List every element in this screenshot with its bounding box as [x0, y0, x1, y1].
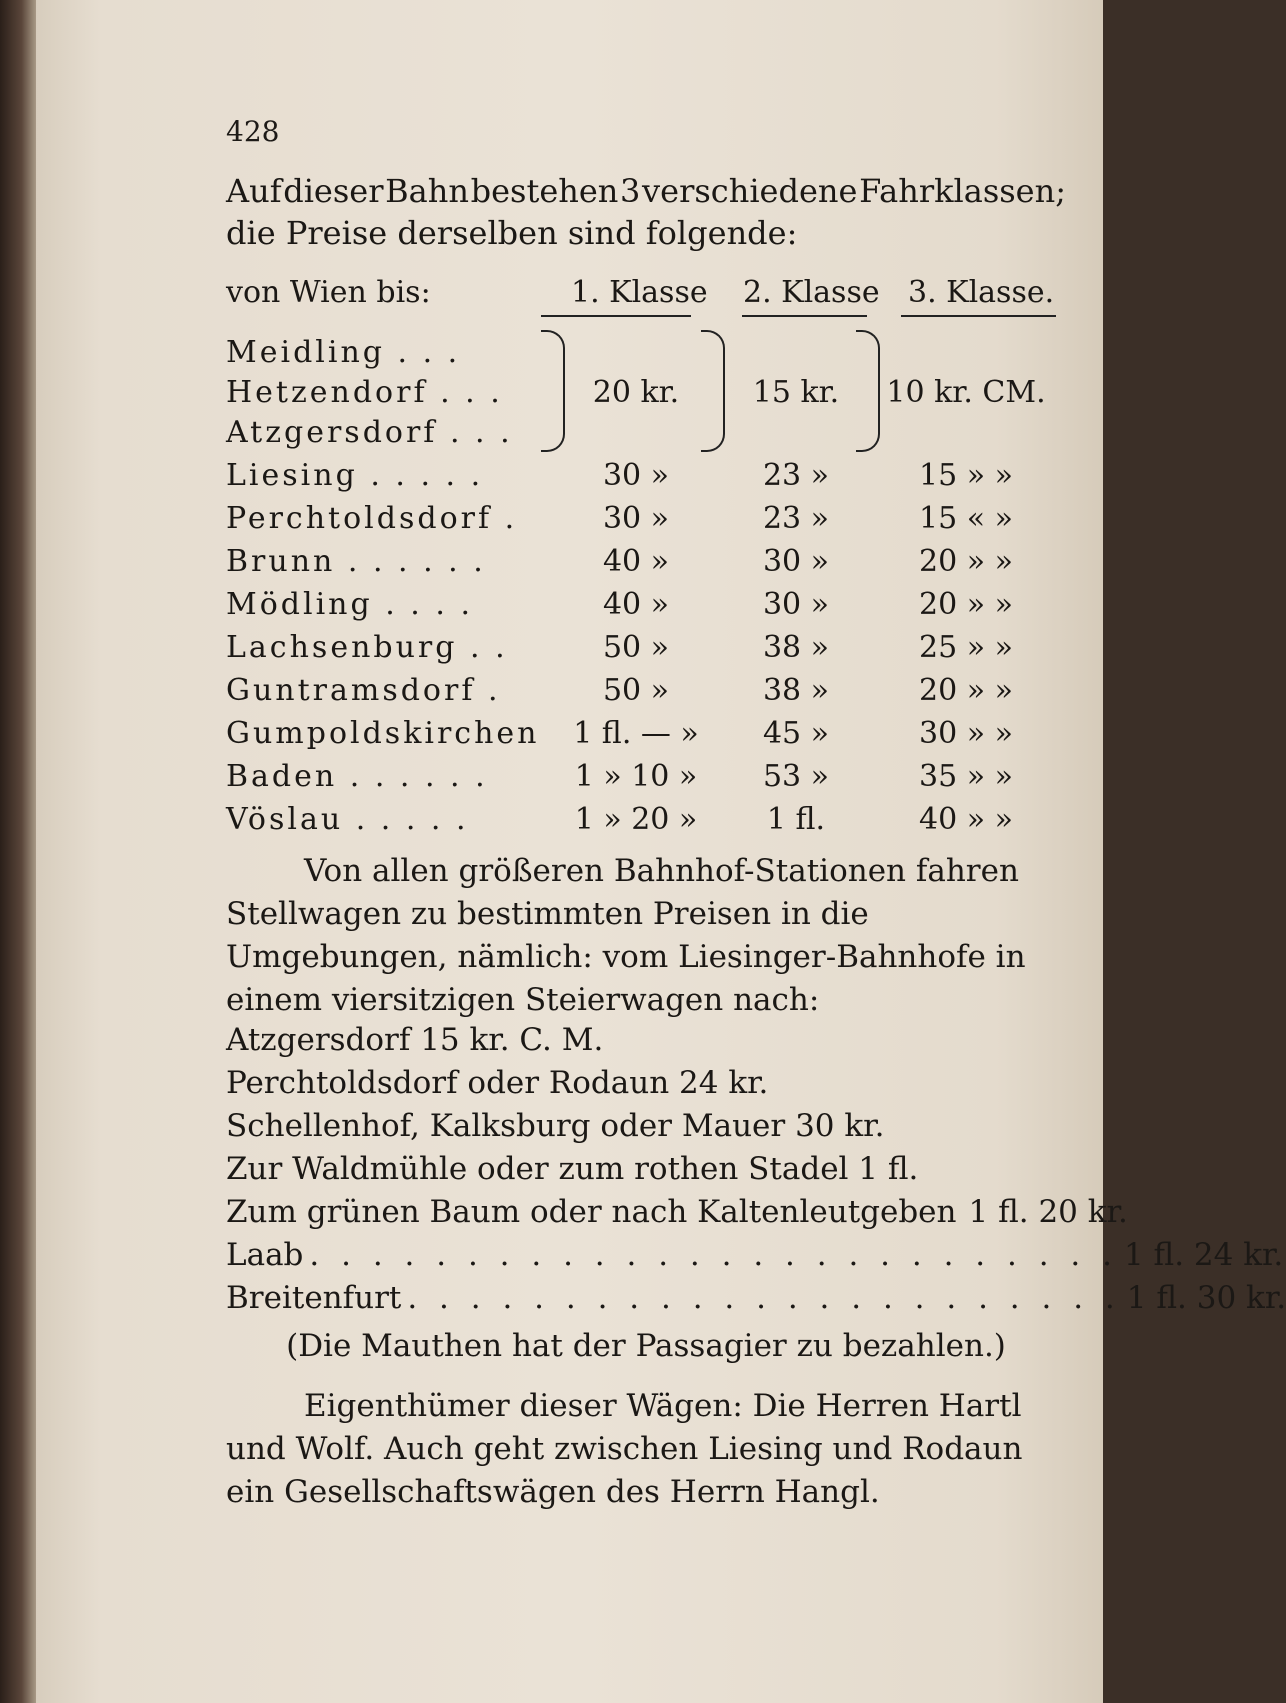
intro-word: Bahn	[385, 172, 469, 210]
price-class-1: 1 » 10 »	[574, 759, 698, 794]
price-class-3: 15 » »	[919, 458, 1013, 493]
price-class-3: 40 » »	[919, 802, 1013, 837]
station-name: Perchtoldsdorf .	[226, 501, 518, 536]
header-class-1: 1. Klasse	[571, 275, 708, 310]
fare-destination: Laab	[226, 1237, 304, 1273]
price-class-1: 40 »	[602, 587, 670, 622]
fare-line-priced	[226, 1194, 1128, 1230]
fare-price: 1 fl. 20 kr.	[968, 1194, 1128, 1230]
station-name: Lachsenburg . .	[226, 630, 508, 665]
price-class-3: 20 » »	[919, 544, 1013, 579]
fare-line-priced	[226, 1237, 1284, 1273]
intro-word: dieser	[283, 172, 384, 210]
fare-price: 1 fl. 24 kr.	[1123, 1237, 1284, 1273]
price-class-3: 30 » »	[919, 716, 1013, 751]
intro-line-2: die Preise derselben sind folgende:	[226, 214, 798, 252]
leader-dots	[957, 1194, 969, 1230]
price-class-1: 30 »	[602, 501, 670, 536]
table-row	[226, 759, 1066, 801]
table-row	[226, 630, 1066, 672]
price-class-2: 23 »	[762, 458, 830, 493]
leader-dots: . . . . . . . . . . . . . . . . . . . . . . . . . .	[309, 1237, 1118, 1273]
station-name: Liesing . . . . .	[226, 458, 484, 493]
station-name: Hetzendorf . . .	[226, 375, 503, 410]
price-class-1: 30 »	[602, 458, 670, 493]
table-row	[226, 335, 1066, 377]
station-name: Baden . . . . . .	[226, 759, 488, 794]
price-class-2: 38 »	[762, 673, 830, 708]
price-class-2: 45 »	[762, 716, 830, 751]
price-class-1: 50 »	[602, 673, 670, 708]
station-name: Vöslau . . . . .	[226, 802, 469, 837]
fare-destination: Zum grünen Baum oder nach Kaltenleutgeben	[226, 1194, 957, 1230]
fare-line: Schellenhof, Kalksburg oder Mauer 30 kr.	[226, 1108, 885, 1144]
grouping-brace	[541, 330, 565, 452]
leader-dots: . . . . . . . . . . . . . . . . . . . . . . .	[407, 1280, 1121, 1316]
price-class-3: 10 kr. CM.	[886, 375, 1046, 410]
price-class-1: 1 fl. — »	[573, 716, 699, 751]
price-class-3: 35 » »	[919, 759, 1013, 794]
table-row	[226, 415, 1066, 457]
price-class-1: 20 kr.	[592, 375, 680, 410]
price-class-2: 53 »	[762, 759, 830, 794]
price-class-2: 1 fl.	[766, 802, 826, 837]
price-class-2: 15 kr.	[752, 375, 840, 410]
table-row	[226, 375, 1066, 417]
table-row	[226, 587, 1066, 629]
station-name: Meidling . . .	[226, 335, 461, 370]
table-row	[226, 458, 1066, 500]
header-underline	[742, 315, 867, 317]
price-class-1: 1 » 20 »	[574, 802, 698, 837]
fare-price: 1 fl. 30 kr.	[1126, 1280, 1286, 1316]
book-page	[36, 0, 1286, 1703]
fare-destination: Breitenfurt	[226, 1280, 402, 1316]
header-underline	[541, 315, 691, 317]
table-row	[226, 716, 1066, 758]
page-number: 428	[226, 115, 280, 148]
header-class-3: 3. Klasse.	[908, 275, 1055, 310]
table-row	[226, 544, 1066, 586]
fare-line-priced	[226, 1280, 1286, 1316]
price-class-2: 38 »	[762, 630, 830, 665]
price-class-3: 15 « »	[919, 501, 1013, 536]
price-class-3: 20 » »	[919, 673, 1013, 708]
price-class-3: 20 » »	[919, 587, 1013, 622]
header-class-2: 2. Klasse	[743, 275, 880, 310]
intro-word: 3	[620, 172, 641, 210]
intro-word: verschiedene	[642, 172, 858, 210]
price-class-2: 30 »	[762, 544, 830, 579]
price-class-2: 30 »	[762, 587, 830, 622]
price-class-3: 25 » »	[919, 630, 1013, 665]
station-name: Gumpoldskirchen	[226, 716, 540, 751]
fare-line: Zur Waldmühle oder zum rothen Stadel 1 fl.	[226, 1151, 919, 1187]
header-underline	[901, 315, 1056, 317]
fare-line: Atzgersdorf 15 kr. C. M.	[226, 1022, 604, 1058]
price-class-1: 50 »	[602, 630, 670, 665]
price-class-2: 23 »	[762, 501, 830, 536]
grouping-brace	[856, 330, 880, 452]
station-name: Brunn . . . . . .	[226, 544, 486, 579]
book-spine-edge	[0, 0, 36, 1703]
toll-note: (Die Mauthen hat der Passagier zu bezahlen.)	[286, 1328, 1006, 1364]
intro-word: Auf	[226, 172, 282, 210]
intro-word: Fahrklassen;	[859, 172, 1066, 210]
table-row	[226, 673, 1066, 715]
stellwagen-paragraph: Von allen größeren Bahnhof-Stationen fahren Stellwagen zu bestimmten Preisen in die Umgebungen, nämlich: vom Liesinger-Bahnhofe in einem viersitzigen Steierwagen nach:	[226, 853, 1026, 1018]
owners-paragraph: Eigenthümer dieser Wägen: Die Herren Hartl und Wolf. Auch geht zwischen Liesing und Rodaun ein Gesellschaftswägen des Herrn Hangl.	[226, 1388, 1023, 1510]
intro-line-1	[226, 172, 1066, 210]
table-row	[226, 501, 1066, 543]
table-row	[226, 802, 1066, 844]
grouping-brace	[701, 330, 725, 452]
station-name: Guntramsdorf .	[226, 673, 501, 708]
fare-line: Perchtoldsdorf oder Rodaun 24 kr.	[226, 1065, 769, 1101]
station-name: Atzgersdorf . . .	[226, 415, 513, 450]
price-class-1: 40 »	[602, 544, 670, 579]
station-name: Mödling . . . .	[226, 587, 473, 622]
table-from-label: von Wien bis:	[226, 275, 431, 310]
intro-word: bestehen	[470, 172, 619, 210]
